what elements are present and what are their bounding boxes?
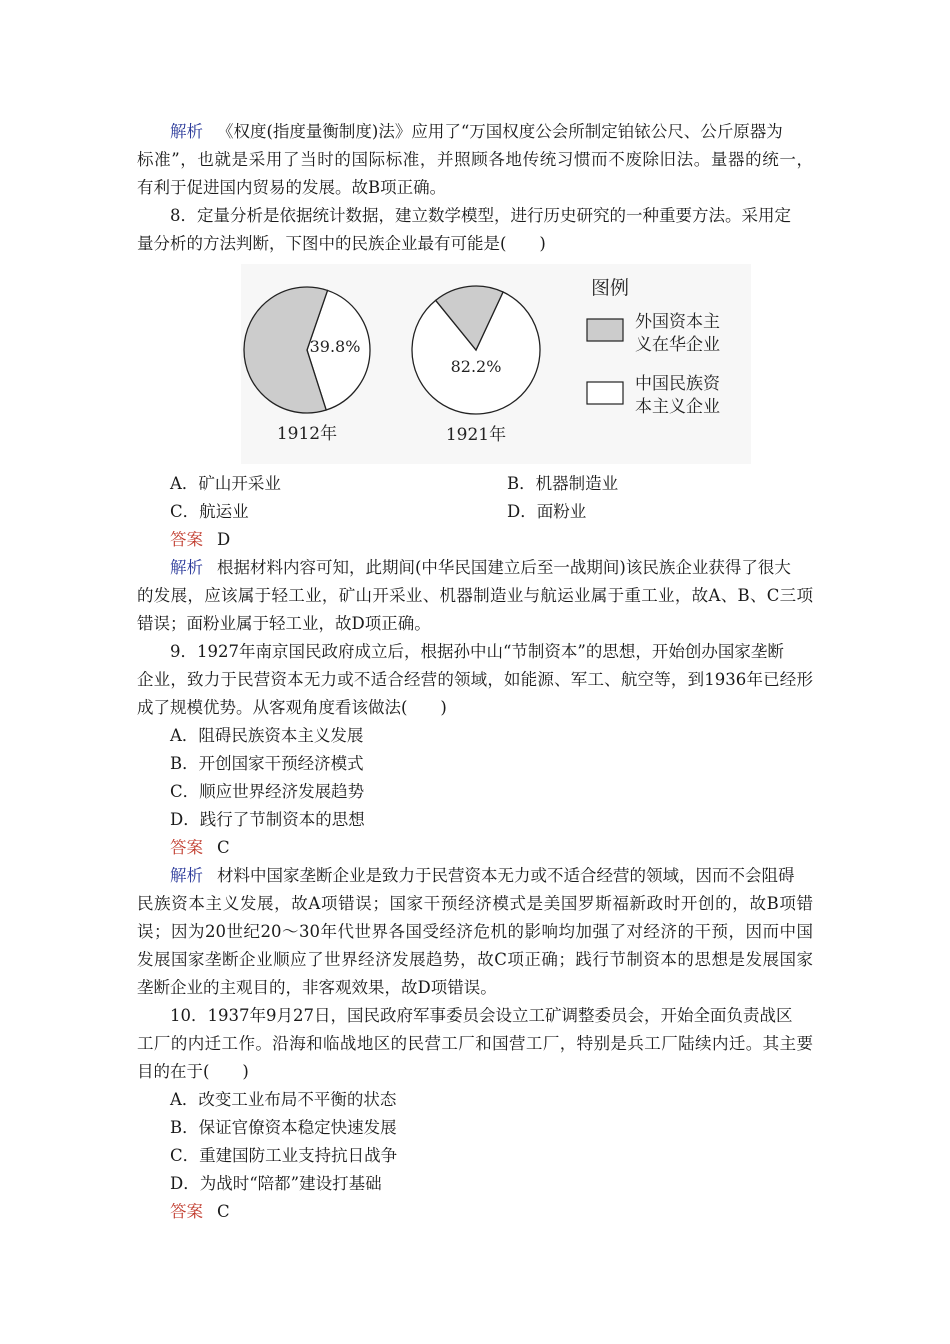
q9-stem-line-1: 9．1927年南京国民政府成立后，根据孙中山“节制资本”的思想，开始创办国家垄断 — [170, 642, 784, 661]
answer-label: 答案 — [170, 1202, 203, 1221]
q8-explanation-line-1 — [137, 554, 813, 582]
q8-option-c: C．航运业 — [170, 502, 249, 521]
q9-explanation-line-4: 发展国家垄断企业顺应了世界经济发展趋势，故C项正确；践行节制资本的思想是发展国家 — [137, 950, 813, 969]
q9-option-b: B．开创国家干预经济模式 — [170, 754, 364, 773]
pie-slice-label: 82.2% — [450, 357, 502, 376]
intro-line-3: 有利于促进国内贸易的发展。故B项正确。 — [137, 178, 447, 197]
answer-label: 答案 — [170, 838, 203, 857]
q10-stem-line-3: 目的在于( ) — [137, 1062, 249, 1081]
q8-answer — [137, 526, 813, 554]
text: 材料中国家垄断企业是致力于民营资本无力或不适合经营的领域，因而不会阻碍 — [217, 866, 795, 885]
q10-option-b: B．保证官僚资本稳定快速发展 — [170, 1118, 397, 1137]
q10-option-c: C．重建国防工业支持抗日战争 — [170, 1146, 398, 1165]
q8-stem-line-1: 8．定量分析是依据统计数据，建立数学模型，进行历史研究的一种重要方法。采用定 — [170, 206, 791, 225]
q10-stem-line-1: 10．1937年9月27日，国民政府军事委员会设立工矿调整委员会，开始全面负责战区 — [170, 1006, 793, 1025]
q8-explanation-line-3: 错误；面粉业属于轻工业，故D项正确。 — [137, 614, 431, 633]
intro-explanation-line — [137, 118, 813, 146]
q9-explanation-line-1 — [137, 862, 813, 890]
pie-slice-label: 39.8% — [309, 337, 361, 356]
q9-answer — [137, 834, 813, 862]
q8-options-row-1 — [137, 470, 813, 498]
pie-charts — [241, 264, 751, 464]
q10-option-a: A．改变工业布局不平衡的状态 — [170, 1090, 397, 1109]
q9-stem-line-3: 成了规模优势。从客观角度看该做法( ) — [137, 698, 447, 717]
explanation-label: 解析 — [170, 558, 203, 577]
pie-year-title: 1912年 — [276, 424, 338, 444]
q8-stem-line-2: 量分析的方法判断，下图中的民族企业最有可能是( ) — [137, 234, 546, 253]
legend-swatch-foreign — [587, 319, 623, 341]
intro-line-2: 标准”，也就是采用了当时的国际标准，并照顾各地传统习惯而不废除旧法。量器的统一， — [137, 150, 813, 169]
legend-foreign-line-1: 外国资本主 — [635, 312, 720, 332]
text: 根据材料内容可知，此期间(中华民国建立后至一战期间)该民族企业获得了很大 — [217, 558, 791, 577]
q9-explanation-line-2: 民族资本主义发展，故A项错误；国家干预经济模式是美国罗斯福新政时开创的，故B项错 — [137, 894, 813, 913]
q10-answer — [137, 1198, 813, 1226]
explanation-label: 解析 — [170, 866, 203, 885]
q10-option-d: D．为战时“陪都”建设打基础 — [170, 1174, 382, 1193]
answer-value: D — [217, 530, 231, 549]
explanation-label: 解析 — [170, 122, 203, 141]
q9-option-a: A．阻碍民族资本主义发展 — [170, 726, 364, 745]
legend-domestic-line-1: 中国民族资 — [635, 374, 720, 394]
answer-value: C — [217, 838, 230, 857]
q9-stem-line-2: 企业，致力于民营资本无力或不适合经营的领域，如能源、军工、航空等，到1936年已经形 — [137, 670, 813, 689]
answer-value: C — [217, 1202, 230, 1221]
q8-option-a: A．矿山开采业 — [170, 474, 281, 493]
q9-option-c: C．顺应世界经济发展趋势 — [170, 782, 365, 801]
q8-option-b: B．机器制造业 — [507, 474, 619, 493]
text: 《权度(指度量衡制度)法》应用了“万国权度公会所制定铂铱公尺、公斤原器为 — [217, 122, 783, 141]
q8-explanation-line-2: 的发展，应该属于轻工业，矿山开采业、机器制造业与航运业属于重工业，故A、B、C三项 — [137, 586, 813, 605]
q9-explanation-line-5: 垄断企业的主观目的，非客观效果，故D项错误。 — [137, 978, 497, 997]
q10-stem-line-2: 工厂的内迁工作。沿海和临战地区的民营工厂和国营工厂，特别是兵工厂陆续内迁。其主要 — [137, 1034, 813, 1053]
legend-title: 图例 — [591, 277, 630, 299]
pie-chart-figure — [137, 264, 813, 464]
q9-explanation-line-3: 误；因为20世纪20～30年代世界各国受经济危机的影响均加强了对经济的干预，因而中国 — [137, 922, 813, 941]
legend-foreign-line-2: 义在华企业 — [635, 335, 720, 355]
q8-option-d: D．面粉业 — [507, 502, 587, 521]
legend-domestic-line-2: 本主义企业 — [635, 397, 720, 417]
legend-swatch-domestic — [587, 382, 623, 404]
q9-option-d: D．践行了节制资本的思想 — [170, 810, 365, 829]
pie-year-title: 1921年 — [445, 425, 507, 445]
q8-options-row-2 — [137, 498, 813, 526]
document-page — [137, 118, 813, 1226]
answer-label: 答案 — [170, 530, 203, 549]
